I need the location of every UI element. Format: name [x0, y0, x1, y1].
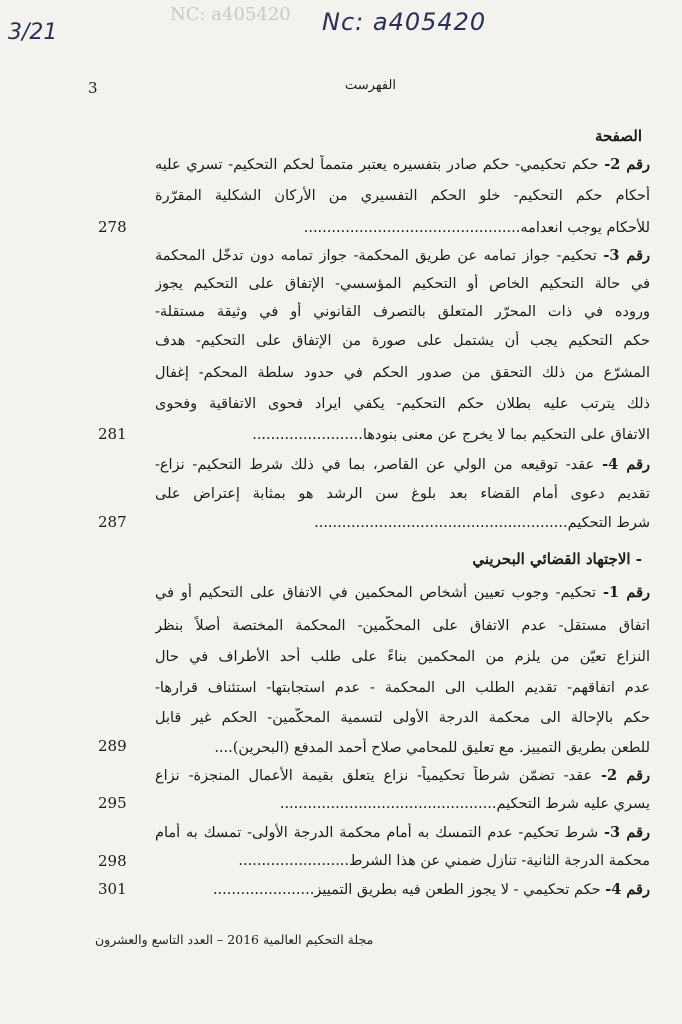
entry-label: رقم 2- [604, 156, 650, 173]
toc-line: النزاع تعيّن من يلزم من المحكمين بناءً على طلب أحد الأطراف في حال [155, 649, 650, 665]
toc-line: حكم بالإحالة الى محكمة الدرجة الأولى لتسمية المحكّمين- الحكم غير قابل [155, 710, 650, 726]
entry-page-number: 281 [98, 425, 127, 443]
entry-label: رقم 2- [601, 767, 650, 784]
toc-line: حكم التحكيم يجب أن يشتمل على صورة من الإتفاق على التحكيم- هدف [155, 333, 650, 349]
entry-page-number: 301 [98, 880, 127, 898]
running-header: الفهرست [345, 78, 396, 93]
page-number: 3 [88, 79, 98, 97]
toc-line: عدم اتفاقهم- تقديم الطلب الى المحكمة - عدم استجابتها- استئناف قرارها- [155, 680, 650, 696]
toc-line: للطعن بطريق التمييز. مع تعليق للمحامي صلاح أحمد المدفع (البحرين).... [214, 740, 650, 756]
handwritten-accession-number: Nc: a405420 [322, 8, 487, 36]
section-heading: - الاجتهاد القضائي البحريني [472, 550, 642, 568]
journal-footer: مجلة التحكيم العالمية 2016 – العدد التاسع والعشرون [95, 932, 374, 947]
toc-line: رقم 2- حكم تحكيمي- حكم صادر بتفسيره يعتبر متمماً لحكم التحكيم- تسري عليه [155, 156, 650, 173]
toc-line: شرط التحكيم....................................................... [314, 515, 650, 531]
entry-page-number: 278 [98, 218, 127, 236]
toc-line: محكمة الدرجة الثانية- تنازل ضمني عن هذا الشرط........................ [238, 853, 650, 869]
toc-line: في حالة التحكيم الخاص أو التحكيم المؤسسي- الإتفاق على التحكيم يجوز [155, 276, 650, 292]
entry-label: رقم 3- [603, 247, 650, 264]
toc-line: رقم 3- تحكيم- جواز تمامه عن طريق المحكمة- جواز تمامه دون تدخّل المحكمة [155, 247, 650, 264]
toc-line: أحكام حكم التحكيم- خلو الحكم التفسيري من الأركان الشكلية المقرّرة [155, 188, 650, 204]
toc-line: رقم 3- شرط تحكيم- عدم التمسك به أمام محكمة الدرجة الأولى- تمسك به أمام [155, 824, 650, 841]
entry-page-number: 298 [98, 852, 127, 870]
toc-line: للأحكام يوجب انعدامه............................................... [303, 220, 650, 236]
bleed-through-stamp: NC: a405420 [170, 4, 291, 25]
toc-line: المشرّع من ذلك التحقق من صدور الحكم في حدود سلطة المحكم- إغفال [155, 365, 650, 381]
handwritten-note-left: 3/21 [8, 20, 58, 45]
toc-line: تقديم دعوى أمام القضاء بعد بلوغ سن الرشد هو بمثابة إعتراض على [155, 486, 650, 502]
toc-line: رقم 4- عقد- توقيعه من الولي عن القاصر، بما في ذلك شرط التحكيم- نزاع- [155, 456, 650, 473]
toc-line: يسري عليه شرط التحكيم............................................... [279, 796, 650, 812]
toc-line: الاتفاق على التحكيم بما لا يخرج عن معنى بنودها........................ [252, 427, 650, 443]
toc-line: رقم 1- تحكيم- وجوب تعيين أشخاص المحكمين في الاتفاق على التحكيم أو في [155, 584, 650, 601]
entry-label: رقم 4- [602, 456, 650, 473]
entry-page-number: 295 [98, 794, 127, 812]
toc-line: ذلك يترتب عليه بطلان حكم التحكيم- يكفي ايراد فحوى الاتفاقية وفحوى [155, 396, 650, 412]
entry-page-number: 287 [98, 513, 127, 531]
entry-page-number: 289 [98, 737, 127, 755]
entry-label: رقم 4- [605, 881, 650, 898]
toc-line: وروده في ذات المحرّر المتعلق بالتصرف القانوني أو في وثيقة مستقلة- [155, 304, 650, 320]
toc-line: اتفاق مستقل- عدم الاتفاق على المحكّمين- المحكمة المختصة أصلاً بنظر [155, 618, 650, 634]
toc-line: رقم 2- عقد- تضمّن شرطاً تحكيمياً- نزاع يتعلق بقيمة الأعمال المنجزة- نزاع [155, 767, 650, 784]
entry-label: رقم 3- [604, 824, 650, 841]
page-column-heading: الصفحة [594, 127, 642, 145]
entry-label: رقم 1- [602, 584, 650, 601]
toc-line: رقم 4- حكم تحكيمي - لا يجوز الطعن فيه بطريق التمييز...................... [212, 881, 650, 898]
